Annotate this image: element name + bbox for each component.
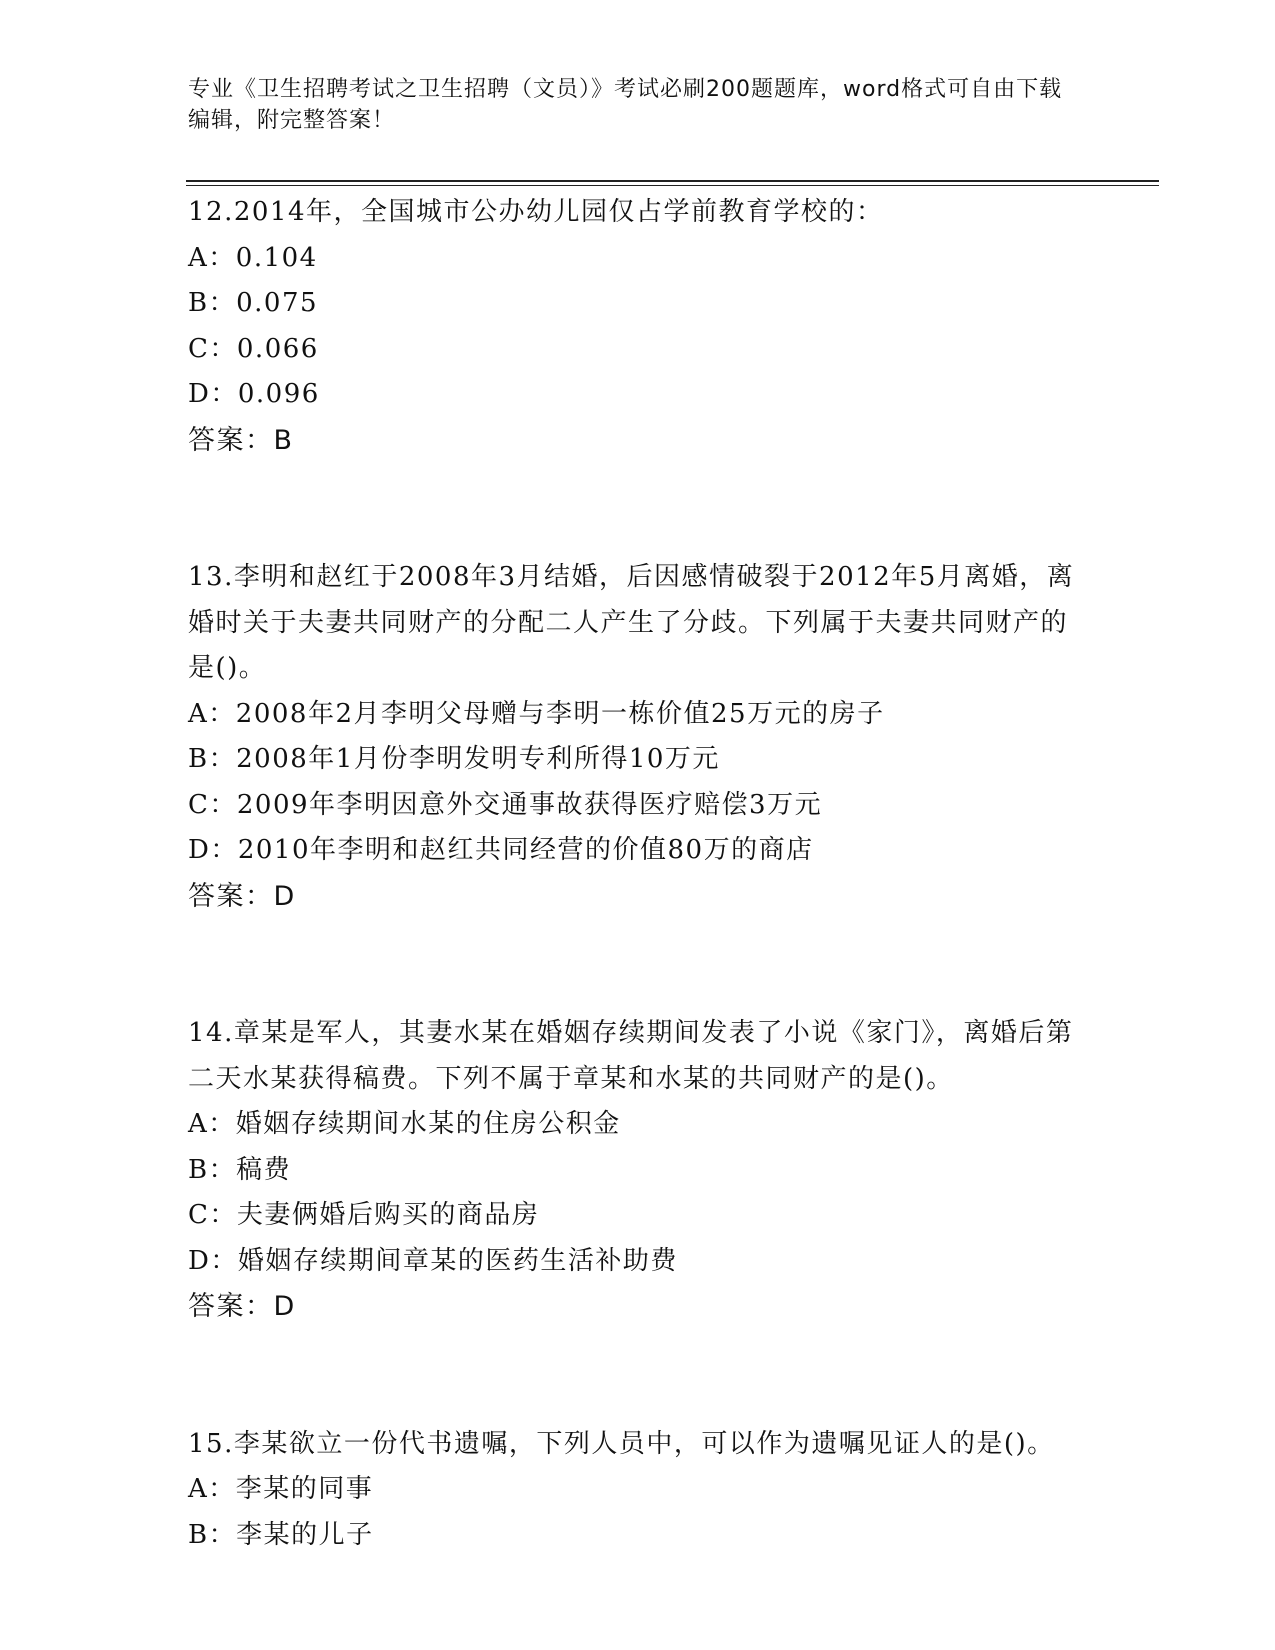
option-c: C：0.066 bbox=[188, 333, 319, 364]
question-stem: 14.章某是军人，其妻水某在婚姻存续期间发表了小说《家门》，离婚后第二天水某获得稿费。下列不属于章某和水某的共同财产的是()。 bbox=[188, 1018, 1074, 1094]
option-c: C：2009年李明因意外交通事故获得医疗赔偿3万元 bbox=[188, 789, 823, 820]
header-rule-thick bbox=[186, 180, 1159, 182]
option-a: A：李某的同事 bbox=[188, 1474, 374, 1504]
document-header: 专业《卫生招聘考试之卫生招聘（文员）》考试必刷200题题库，word格式可自由下载编辑，附完整答案！ bbox=[188, 77, 1063, 133]
question-14 bbox=[188, 1011, 1088, 1330]
option-d: D：2010年李明和赵红共同经营的价值80万的商店 bbox=[188, 835, 814, 865]
question-stem: 15.李某欲立一份代书遗嘱，下列人员中，可以作为遗嘱见证人的是()。 bbox=[188, 1428, 1055, 1459]
question-13 bbox=[188, 555, 1088, 919]
question-stem: 13.李明和赵红于2008年3月结婚，后因感情破裂于2012年5月离婚，离婚时关于夫妻共同财产的分配二人产生了分歧。下列属于夫妻共同财产的是()。 bbox=[188, 562, 1075, 683]
option-d: D：0.096 bbox=[188, 379, 320, 409]
option-a: A：2008年2月李明父母赠与李明一栋价值25万元的房子 bbox=[188, 698, 885, 729]
option-b: B：李某的儿子 bbox=[188, 1519, 374, 1550]
option-b: B：2008年1月份李明发明专利所得10万元 bbox=[188, 744, 720, 774]
option-b: B：0.075 bbox=[188, 288, 319, 318]
question-list bbox=[188, 190, 1088, 1558]
option-a: A：0.104 bbox=[188, 242, 318, 273]
answer: 答案：B bbox=[188, 424, 294, 456]
question-stem: 12.2014年，全国城市公办幼儿园仅占学前教育学校的： bbox=[188, 197, 884, 227]
question-12 bbox=[188, 190, 1088, 463]
option-d: D：婚姻存续期间章某的医药生活补助费 bbox=[188, 1245, 678, 1276]
option-c: C：夫妻俩婚后购买的商品房 bbox=[188, 1200, 540, 1230]
question-15 bbox=[188, 1422, 1088, 1559]
header-rule-thin bbox=[186, 185, 1159, 186]
answer: 答案：D bbox=[188, 1291, 296, 1322]
option-b: B：稿费 bbox=[188, 1154, 292, 1185]
option-a: A：婚姻存续期间水某的住房公积金 bbox=[188, 1109, 621, 1139]
answer: 答案：D bbox=[188, 880, 296, 912]
